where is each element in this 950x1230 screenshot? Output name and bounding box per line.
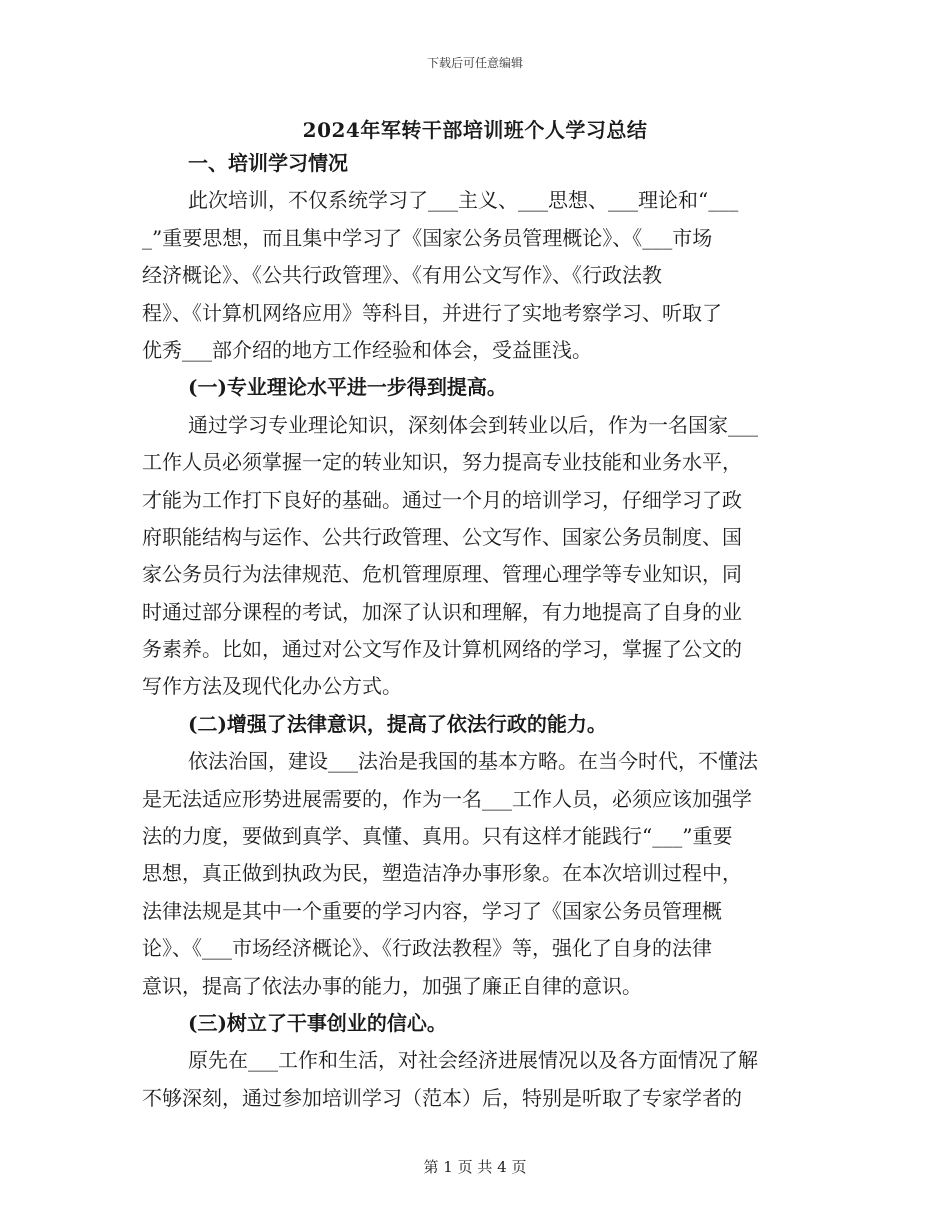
- document-title: 2024年军转干部培训班个人学习总结: [302, 118, 648, 142]
- paragraph-line: 此次培训，不仅系统学习了___主义、___思想、___理论和“___: [188, 188, 739, 213]
- paragraph-line: 写作方法及现代化办公方式。: [142, 674, 402, 699]
- paragraph-line: 务素养。比如，通过对公文写作及计算机网络的学习，掌握了公文的: [142, 637, 742, 662]
- document-body: [142, 145, 808, 1117]
- paragraph-line: 意识，提高了依法办事的能力，加强了廉正自律的意识。: [142, 973, 642, 998]
- paragraph-line: 时通过部分课程的考试，加深了认识和理解，有力地提高了自身的业: [142, 599, 742, 624]
- paragraph-line: 才能为工作打下良好的基础。通过一个月的培训学习，仔细学习了政: [142, 487, 742, 512]
- section-heading: (二)增强了法律意识，提高了依法行政的能力。: [188, 711, 607, 736]
- section-heading: (一)专业理论水平进一步得到提高。: [188, 375, 507, 400]
- paragraph-line: _”重要思想，而且集中学习了《国家公务员管理概论》、《___市场: [142, 225, 713, 250]
- paragraph-line: 不够深刻，通过参加培训学习（范本）后，特别是听取了专家学者的: [142, 1085, 742, 1110]
- paragraph-line: 原先在___工作和生活，对社会经济进展情况以及各方面情况了解: [188, 1048, 758, 1073]
- page-number-footer: 第 1 页 共 4 页: [423, 1158, 527, 1176]
- paragraph-line: 论》、《___市场经济概论》、《行政法教程》等，强化了自身的法律: [142, 936, 712, 961]
- paragraph-line: 法的力度，要做到真学、真懂、真用。只有这样才能践行“___”重要: [142, 824, 733, 849]
- paragraph-line: 家公务员行为法律规范、危机管理原理、管理心理学等专业知识，同: [142, 562, 742, 587]
- paragraph-line: 通过学习专业理论知识，深刻体会到转业以后，作为一名国家___: [188, 412, 758, 437]
- section-heading: 一、培训学习情况: [188, 151, 348, 175]
- paragraph-line: 思想，真正做到执政为民，塑造洁净办事形象。在本次培训过程中，: [142, 861, 742, 886]
- paragraph-line: 法律法规是其中一个重要的学习内容，学习了《国家公务员管理概: [142, 898, 722, 923]
- paragraph-line: 经济概论》、《公共行政管理》、《有用公文写作》、《行政法教: [142, 263, 662, 288]
- paragraph-line: 府职能结构与运作、公共行政管理、公文写作、国家公务员制度、国: [142, 524, 742, 549]
- paragraph-line: 工作人员必须掌握一定的转业知识，努力提高专业技能和业务水平，: [142, 450, 742, 475]
- paragraph-line: 程》、《计算机网络应用》等科目，并进行了实地考察学习、听取了: [142, 300, 722, 325]
- paragraph-line: 依法治国，建设___法治是我国的基本方略。在当今时代，不懂法: [188, 749, 758, 774]
- header-note: 下载后可任意编辑: [426, 56, 523, 70]
- paragraph-line: 是无法适应形势进展需要的，作为一名___工作人员，必须应该加强学: [142, 786, 752, 811]
- paragraph-line: 优秀___部介绍的地方工作经验和体会，受益匪浅。: [142, 337, 592, 362]
- section-heading: (三)树立了干事创业的信心。: [188, 1010, 447, 1035]
